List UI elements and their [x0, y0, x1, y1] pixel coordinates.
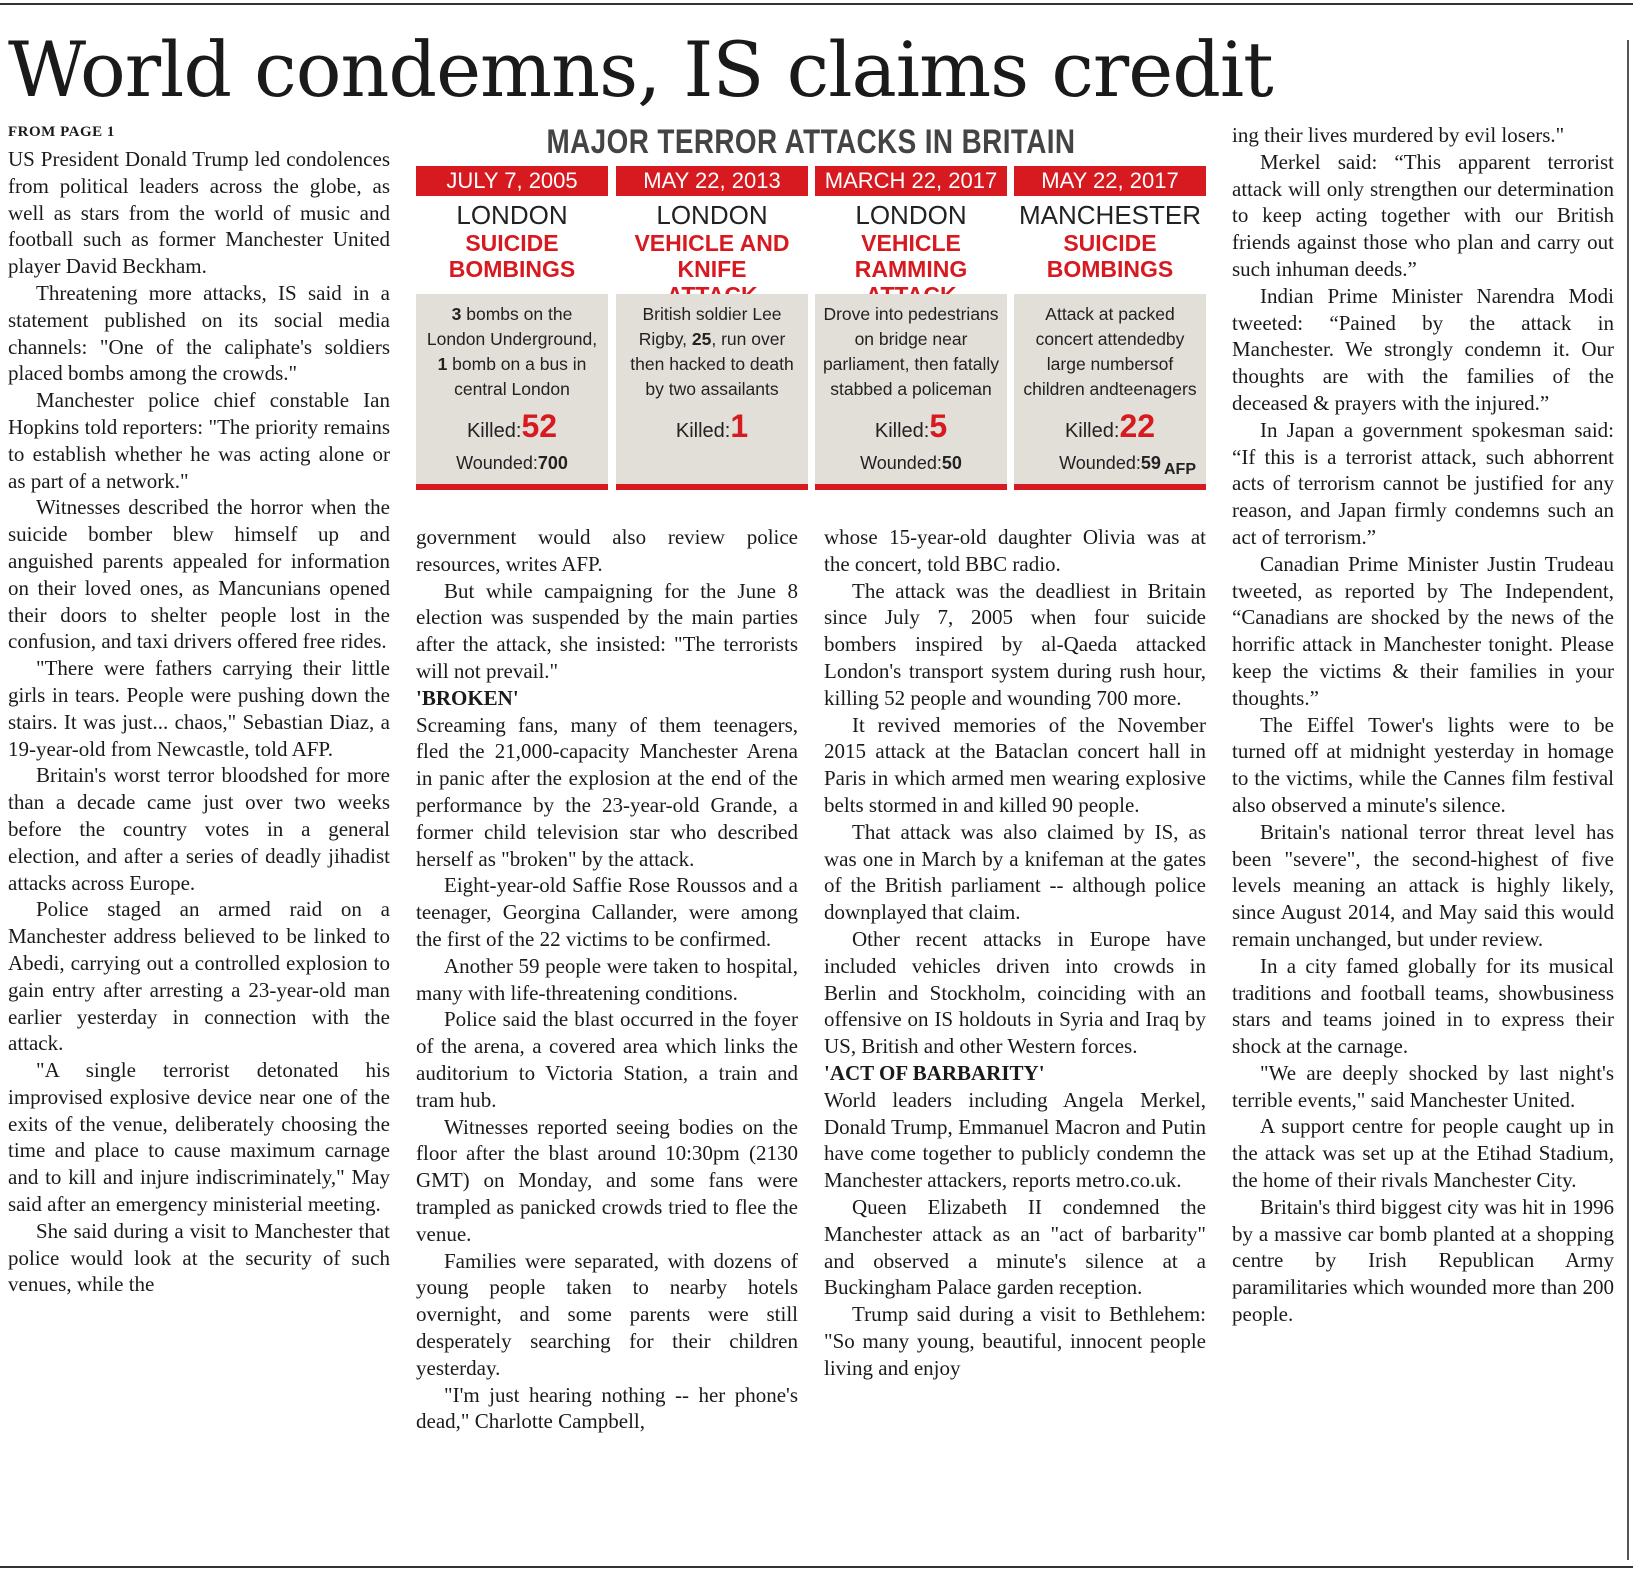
desc-text: British soldier Lee Rigby, [638, 304, 782, 349]
paragraph: government would also review police resources, writes AFP. [416, 525, 798, 576]
desc-number: 1 [437, 354, 448, 374]
attack-card [1014, 166, 1206, 496]
killed-stat [616, 408, 808, 449]
wounded-count: 50 [941, 453, 962, 473]
paragraph: The Eiffel Tower's lights were to be turned off at midnight yesterday in homage to the victims, while the Cannes film festival also observed a minute's silence. [1232, 712, 1614, 817]
paragraph: Witnesses reported seeing bodies on the floor after the blast around 10:30pm (2130 GMT) on Monday, and some fans were trampled as panicked crowds tried to flee the venue. [416, 1114, 798, 1246]
attack-city: MANCHESTER [1018, 200, 1201, 230]
paragraph: Threatening more attacks, IS said in a statement published on its social media channels: "One of the caliphate's soldiers placed bombs among the crowds." [8, 280, 390, 386]
wounded-label: Wounded: [860, 453, 942, 473]
paragraph: She said during a visit to Manchester that police would look at the security of such venues, while the [8, 1218, 390, 1297]
paragraph: Eight-year-old Saffie Rose Roussos and a teenager, Georgina Callander, were among the first of the 22 victims to be confirmed. [416, 873, 798, 951]
paragraph: "We are deeply shocked by last night's terrible events," said Manchester United. [1232, 1060, 1614, 1112]
killed-stat [416, 408, 608, 449]
paragraph: Another 59 people were taken to hospital, many with life-threatening conditions. [416, 953, 798, 1005]
paragraph: Merkel said: “This apparent terrorist attack will only strengthen our determination to keep acting together with our British friends against those who plan and carry out such inhuman deeds.” [1232, 149, 1614, 281]
paragraph: The attack was the deadliest in Britain since July 7, 2005 when four suicide bombers inspired by al-Qaeda attacked London's transport system during rush hour, killing 52 people and wounding 700 more. [824, 578, 1206, 710]
paragraph: US President Donald Trump led condolences from political leaders across the globe, as well as stars from the world of music and football such as former Manchester United player David Beckham. [8, 147, 390, 279]
paragraph: In Japan a government spokesman said: “If this is a terrorist attack, such abhorrent acts of terrorism cannot be justified for any reason, and Japan firmly condemns such an act of terrorism.” [1232, 417, 1614, 549]
paragraph: whose 15-year-old daughter Olivia was at the concert, told BBC radio. [824, 525, 1206, 576]
attack-type-line: BOMBINGS [1046, 256, 1174, 282]
attack-card [815, 166, 1007, 496]
desc-text: bombs on the London Underground, [426, 304, 598, 349]
wounded-stat [416, 450, 608, 476]
attack-city: LONDON [456, 200, 568, 230]
attack-date: JULY 7, 2005 [416, 166, 608, 196]
attack-panel [815, 294, 1007, 490]
wounded-count: 700 [537, 453, 568, 473]
paragraph: But while campaigning for the June 8 election was suspended by the main parties after the attack, she insisted: "The terrorists will not prevail." [416, 578, 798, 683]
killed-count: 22 [1119, 408, 1156, 444]
attack-type-line: VEHICLE RAMMING [854, 230, 968, 282]
attack-card [616, 166, 808, 496]
desc-text: bomb on a bus in central London [447, 354, 587, 399]
killed-label: Killed: [466, 420, 522, 442]
attack-type-line: SUICIDE [465, 230, 559, 256]
paragraph: Britain's third biggest city was hit in 1996 by a massive car bomb planted at a shopping centre by Irish Republican Army paramilitaries which wounded more than 200 people. [1232, 1194, 1614, 1327]
graphic-credit: AFP [1164, 461, 1196, 478]
attack-description [422, 302, 602, 402]
attack-date: MAY 22, 2013 [616, 166, 808, 196]
paragraph: "A single terrorist detonated his improvised explosive device near one of the exits of the venue, deliberately choosing the time and place to cause maximum carnage and to kill and injure indiscriminately," May said after an emergency ministerial meeting. [8, 1058, 390, 1217]
paragraph: A support centre for people caught up in the attack was set up at the Etihad Stadium, the home of their rivals Manchester City. [1232, 1114, 1614, 1193]
wounded-count: 59 [1140, 453, 1161, 473]
attack-type [616, 230, 808, 284]
attack-city: LONDON [855, 200, 967, 230]
paragraph: Police said the blast occurred in the foyer of the arena, a covered area which links the auditorium to Victoria Station, a train and tram hub. [416, 1007, 798, 1112]
article-column-3 [824, 524, 1206, 1382]
attack-description [622, 302, 802, 402]
killed-count: 52 [521, 408, 558, 444]
article-column-2 [416, 524, 798, 1435]
paragraph: It revived memories of the November 2015 attack at the Bataclan concert hall in Paris in which armed men wearing explosive belts stormed in and killed 90 people. [824, 712, 1206, 817]
attack-type [815, 230, 1007, 284]
attack-city: LONDON [656, 200, 768, 230]
attack-date: MAY 22, 2017 [1014, 166, 1206, 196]
paragraph: Canadian Prime Minister Justin Trudeau tweeted, as reported by The Independent, “Canadians are shocked by the news of the horrific attack in Manchester tonight. Please keep the victims & their families in your thoughts.” [1232, 551, 1614, 710]
headline: World condemns, IS claims credit [8, 25, 1273, 114]
paragraph: Screaming fans, many of them teenagers, fled the 21,000-capacity Manchester Arena in panic after the explosion at the end of the performance by the 23-year-old Grande, a former child television star who described herself as "broken" by the attack. [416, 712, 798, 871]
paragraph: World leaders including Angela Merkel, Donald Trump, Emmanuel Macron and Putin have come together to publicly condemn the Manchester attackers, reports metro.co.uk. [824, 1087, 1206, 1193]
bottom-rule [0, 1566, 1633, 1568]
killed-stat [1014, 408, 1206, 449]
desc-text: , run over then hacked to death by two assailants [630, 329, 794, 399]
killed-label: Killed: [675, 420, 731, 442]
desc-number: 3 [451, 304, 462, 324]
paragraph: Witnesses described the horror when the suicide bomber blew himself up and anguished parents appealed for information on their loved ones, as Mancunians opened their doors to shelter people lost in the confusion, and taxi drivers offered free rides. [8, 495, 390, 654]
wounded-label: Wounded: [1059, 453, 1141, 473]
article-column-1 [8, 122, 390, 1298]
attack-type [1014, 230, 1206, 284]
attacks-infographic [416, 118, 1206, 496]
paragraph: Britain's national terror threat level has been "severe", the second-highest of five levels meaning an attack is highly likely, since August 2014, and May said this would remain unchanged, but under review. [1232, 819, 1614, 951]
right-rule [1627, 40, 1629, 1560]
kicker: FROM PAGE 1 [8, 124, 115, 140]
attack-date: MARCH 22, 2017 [815, 166, 1007, 196]
attack-card [416, 166, 608, 496]
attack-panel [616, 294, 808, 490]
paragraph: Queen Elizabeth II condemned the Manchester attack as an "act of barbarity" and observed a minute's silence at a Buckingham Palace garden reception. [824, 1194, 1206, 1300]
paragraph: Families were separated, with dozens of young people taken to nearby hotels overnight, and some parents were still desperately searching for their children yesterday. [416, 1248, 798, 1380]
paragraph: Police staged an armed raid on a Manchester address believed to be linked to Abedi, carrying out a controlled explosion to gain entry after arresting a 23-year-old man earlier yesterday in connection with the attack. [8, 897, 390, 1056]
killed-count: 1 [730, 408, 749, 444]
paragraph: Indian Prime Minister Narendra Modi tweeted: “Pained by the attack in Manchester. We strongly condemn it. Our thoughts are with the families of the deceased & prayers with the injured.” [1232, 283, 1614, 415]
subheading: 'BROKEN' [416, 685, 519, 710]
paragraph: Manchester police chief constable Ian Hopkins told reporters: "The priority remains to establish whether he was acting alone or as part of a network." [8, 388, 390, 493]
attack-type [416, 230, 608, 284]
paragraph: That attack was also claimed by IS, as was one in March by a knifeman at the gates of the British parliament -- although police downplayed that claim. [824, 819, 1206, 925]
killed-label: Killed: [874, 420, 930, 442]
attack-type-line: BOMBINGS [448, 256, 576, 282]
paragraph: Trump said during a visit to Bethlehem: "So many young, beautiful, innocent people living and enjoy [824, 1302, 1206, 1380]
wounded-stat [815, 450, 1007, 476]
attack-description: Attack at packed concert attendedby large numbersof children andteenagers [1023, 304, 1197, 399]
desc-number: 25 [691, 329, 712, 349]
top-rule [0, 3, 1633, 5]
infographic-title: MAJOR TERROR ATTACKS IN BRITAIN [546, 123, 1076, 161]
paragraph: Other recent attacks in Europe have included vehicles driven into crowds in Berlin and Stockholm, coinciding with an offensive on IS holdouts in Syria and Iraq by US, British and other Western forces. [824, 926, 1206, 1059]
attack-type-line: VEHICLE AND KNIFE [634, 230, 790, 282]
paragraph: "There were fathers carrying their little girls in tears. People were pushing down the stairs. It was just... chaos," Sebastian Diaz, a 19-year-old from Newcastle, told AFP. [8, 656, 390, 761]
subheading: 'ACT OF BARBARITY' [824, 1060, 1045, 1085]
paragraph: In a city famed globally for its musical traditions and football teams, showbusiness stars and teams joined in to express their shock at the carnage. [1232, 953, 1614, 1059]
wounded-label: Wounded: [456, 453, 538, 473]
killed-count: 5 [929, 408, 948, 444]
killed-label: Killed: [1064, 420, 1120, 442]
attack-description: Drove into pedestrians on bridge near parliament, then fatally stabbed a policeman [822, 304, 1000, 399]
attack-type-line: SUICIDE [1063, 230, 1157, 256]
attack-panel [416, 294, 608, 490]
article-column-4 [1232, 122, 1614, 1328]
paragraph: ing their lives murdered by evil losers." [1232, 123, 1565, 147]
paragraph: Britain's worst terror bloodshed for more than a decade came just over two weeks before the country votes in a general election, and after a series of deadly jihadist attacks across Europe. [8, 763, 390, 895]
killed-stat [815, 408, 1007, 449]
paragraph: "I'm just hearing nothing -- her phone's dead," Charlotte Campbell, [416, 1382, 798, 1434]
